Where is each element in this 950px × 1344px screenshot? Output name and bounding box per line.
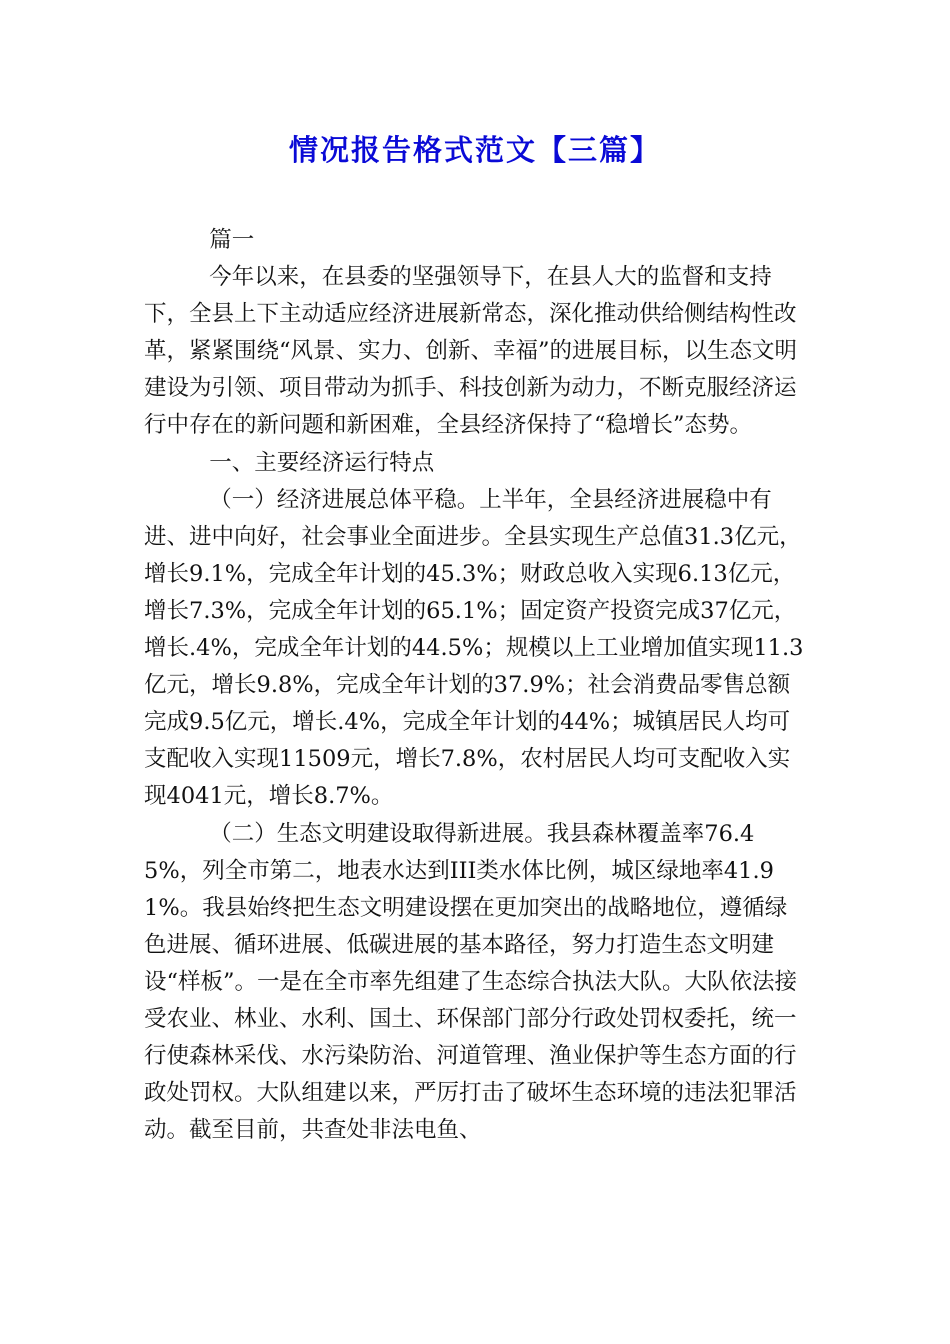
intro-paragraph: 今年以来，在县委的坚强领导下，在县人大的监督和支持下，全县上下主动适应经济进展新常态，深化推动供给侧结构性改革，紧紧围绕“风景、实力、创新、幸福”的进展目标，以生态文明建设为引领、项目带动为抓手、科技创新为动力，不断克服经济运行中存在的新问题和新困难，全县经济保持了“稳增长”态势。: [144, 264, 798, 439]
section-heading-main-features: 一、主要经济运行特点: [209, 449, 435, 476]
document-body: [144, 222, 804, 1149]
document-title: 情况报告格式范文【三篇】: [288, 133, 661, 167]
paragraph-economy-stable: （一）经济进展总体平稳。上半年，全县经济进展稳中有进、进中向好，社会事业全面进步。全县实现生产总值31.3亿元，增长9.1%，完成全年计划的45.3%；财政总收入实现6.13亿元，增长7.3%，完成全年计划的65.1%；固定资产投资完成37亿元，增长.4%，完成全年计划的44.5%；规模以上工业增加值实现11.3亿元，增长9.8%，完成全年计划的37.9%；社会消费品零售总额完成9.5亿元，增长.4%，完成全年计划的44%；城镇居民人均可支配收入实现11509元，增长7.8%，农村居民人均可支配收入实现4041元，增长8.7%。: [144, 486, 804, 810]
section-heading-part-one: 篇一: [209, 227, 255, 253]
paragraph-ecology-progress: （二）生态文明建设取得新进展。我县森林覆盖率76.45%，列全市第二，地表水达到III类水体比例，城区绿地率41.91%。我县始终把生态文明建设摆在更加突出的战略地位，遵循绿色进展、循环进展、低碳进展的基本路径，努力打造生态文明建设“样板”。一是在全市率先组建了生态综合执法大队。大队依法接受农业、林业、水利、国土、环保部门部分行政处罚权委托，统一行使森林采伐、水污染防治、河道管理、渔业保护等生态方面的行政处罚权。大队组建以来，严厉打击了破坏生态环境的违法犯罪活动。截至目前，共查处非法电鱼、: [144, 820, 798, 1144]
